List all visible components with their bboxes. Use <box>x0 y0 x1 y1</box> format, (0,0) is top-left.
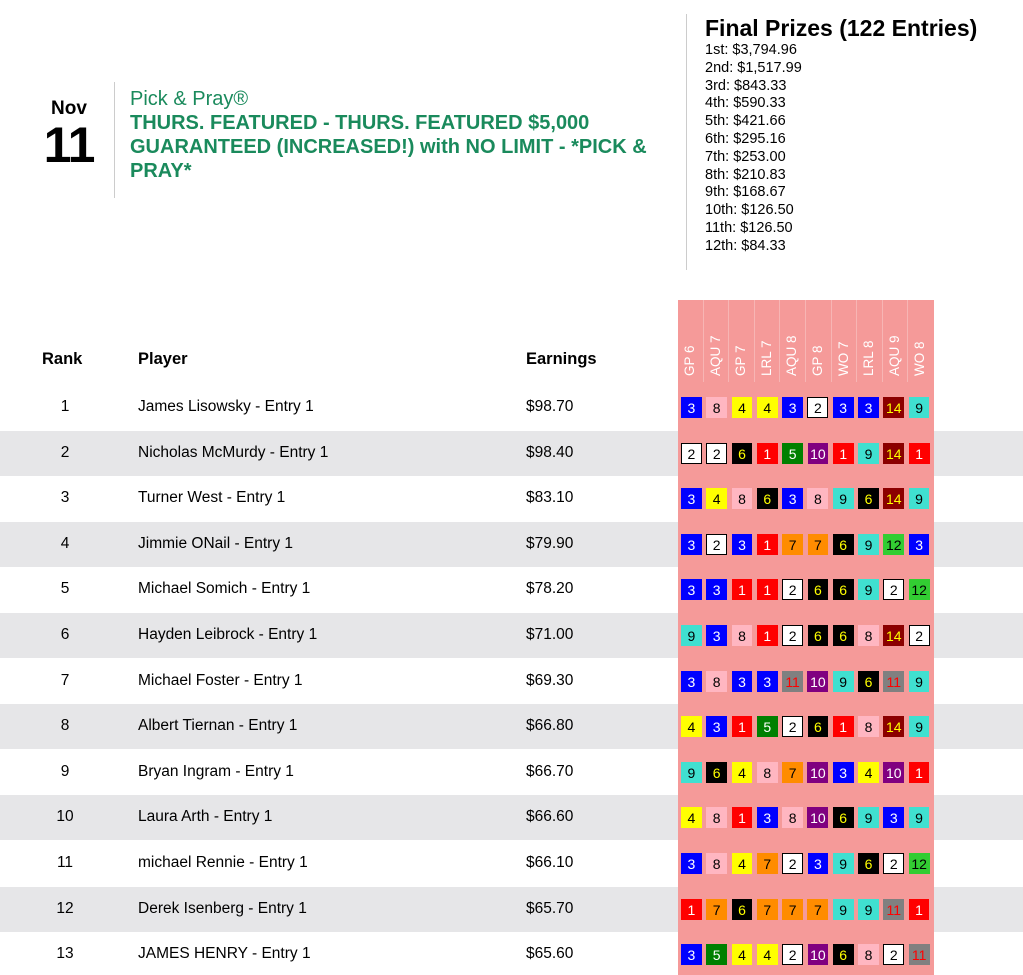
prize-item: 7th: $253.00 <box>705 148 786 165</box>
race-label: AQU 8 <box>784 335 800 376</box>
earnings-cell: $83.10 <box>526 489 574 506</box>
pick-badge: 3 <box>883 807 904 828</box>
divider <box>686 14 687 270</box>
rank-cell: 1 <box>60 398 70 415</box>
pick-badge: 3 <box>706 716 727 737</box>
earnings-cell: $69.30 <box>526 672 574 689</box>
pick-badge: 6 <box>833 807 854 828</box>
pick-badge: 10 <box>807 807 828 828</box>
pick-badge: 4 <box>732 853 753 874</box>
rank-cell: 12 <box>56 900 74 917</box>
pick-badge: 1 <box>681 899 702 920</box>
pick-badge: 4 <box>732 944 753 965</box>
race-header <box>883 300 909 382</box>
pick-badge: 4 <box>757 944 778 965</box>
pick-badge: 7 <box>706 899 727 920</box>
pick-badge: 9 <box>833 853 854 874</box>
race-label: GP 8 <box>809 345 825 376</box>
pick-badge: 4 <box>732 762 753 783</box>
rank-cell: 8 <box>60 717 70 734</box>
pick-badge: 10 <box>883 762 904 783</box>
pick-badge: 6 <box>833 579 854 600</box>
prize-item: 2nd: $1,517.99 <box>705 59 802 76</box>
pick-badge: 10 <box>808 944 829 965</box>
prize-item: 5th: $421.66 <box>705 113 786 130</box>
pick-badge: 1 <box>757 579 778 600</box>
player-name: Jimmie ONail - Entry 1 <box>138 535 294 552</box>
race-label: AQU 9 <box>886 335 902 376</box>
pick-badge: 3 <box>833 762 854 783</box>
prize-item: 8th: $210.83 <box>705 166 786 183</box>
rank-cell: 11 <box>56 854 74 871</box>
race-header <box>678 300 704 382</box>
pick-badge: 11 <box>909 944 930 965</box>
earnings-cell: $78.20 <box>526 580 574 597</box>
rank-cell: 7 <box>60 672 70 689</box>
race-header <box>832 300 858 382</box>
rank-header: Rank <box>42 350 83 368</box>
pick-badge: 6 <box>808 579 829 600</box>
player-name: Albert Tiernan - Entry 1 <box>138 717 298 734</box>
player-name: JAMES HENRY - Entry 1 <box>138 945 311 962</box>
pick-badge: 2 <box>782 944 803 965</box>
picks-cell <box>678 385 934 430</box>
pick-badge: 11 <box>883 899 904 920</box>
pick-badge: 4 <box>681 807 702 828</box>
pick-badge: 1 <box>909 762 930 783</box>
pick-badge: 4 <box>757 397 778 418</box>
pick-badge: 6 <box>858 853 879 874</box>
player-name: Bryan Ingram - Entry 1 <box>138 763 294 780</box>
pick-badge: 1 <box>833 716 854 737</box>
pick-badge: 6 <box>757 488 778 509</box>
picks-cell <box>678 476 934 521</box>
player-name: Derek Isenberg - Entry 1 <box>138 900 307 917</box>
pick-badge: 10 <box>807 671 828 692</box>
rank-cell: 6 <box>60 626 70 643</box>
pick-badge: 2 <box>883 579 904 600</box>
pick-badge: 5 <box>782 443 803 464</box>
pick-badge: 11 <box>782 671 803 692</box>
pick-badge: 7 <box>782 534 803 555</box>
prize-item: 10th: $126.50 <box>705 202 794 219</box>
pick-badge: 3 <box>808 853 829 874</box>
prize-item: 4th: $590.33 <box>705 95 786 112</box>
picks-cell <box>678 932 934 975</box>
pick-badge: 9 <box>681 762 702 783</box>
earnings-cell: $98.70 <box>526 398 574 415</box>
pick-badge: 3 <box>782 488 803 509</box>
race-label: GP 6 <box>682 345 697 376</box>
pick-badge: 2 <box>883 853 904 874</box>
pick-badge: 3 <box>681 853 702 874</box>
divider <box>114 82 115 198</box>
table-row[interactable] <box>0 385 1023 430</box>
pick-badge: 9 <box>909 671 930 692</box>
pick-badge: 8 <box>858 625 879 646</box>
pick-badge: 1 <box>757 625 778 646</box>
prize-list <box>705 42 1023 256</box>
pick-badge: 6 <box>833 534 854 555</box>
prize-item: 3rd: $843.33 <box>705 77 787 94</box>
date-day: 11 <box>43 117 95 173</box>
earnings-cell: $66.10 <box>526 854 574 871</box>
table-row[interactable] <box>0 704 1023 749</box>
picks-cell <box>678 841 934 886</box>
table-row[interactable] <box>0 613 1023 658</box>
pick-badge: 6 <box>833 625 854 646</box>
pick-badge: 8 <box>706 397 727 418</box>
contest-brand: Pick & Pray® <box>130 88 249 110</box>
earnings-cell: $71.00 <box>526 626 574 643</box>
pick-badge: 9 <box>833 671 854 692</box>
rank-cell: 3 <box>60 489 70 506</box>
player-name: Turner West - Entry 1 <box>138 489 286 506</box>
pick-badge: 2 <box>706 534 727 555</box>
pick-badge: 6 <box>732 443 753 464</box>
pick-badge: 3 <box>732 671 753 692</box>
pick-badge: 9 <box>833 899 854 920</box>
pick-badge: 9 <box>858 579 879 600</box>
earnings-cell: $79.90 <box>526 535 574 552</box>
pick-badge: 4 <box>681 716 702 737</box>
table-row[interactable] <box>0 795 1023 840</box>
pick-badge: 1 <box>757 534 778 555</box>
picks-cell <box>678 522 934 567</box>
pick-badge: 2 <box>909 625 930 646</box>
player-name: Michael Somich - Entry 1 <box>138 580 311 597</box>
pick-badge: 14 <box>883 716 904 737</box>
race-label: WO 8 <box>912 341 928 376</box>
pick-badge: 2 <box>706 443 727 464</box>
picks-cell <box>678 431 934 476</box>
pick-badge: 2 <box>782 579 803 600</box>
earnings-cell: $98.40 <box>526 444 574 461</box>
earnings-cell: $65.60 <box>526 945 574 962</box>
pick-badge: 4 <box>706 488 727 509</box>
rank-cell: 2 <box>60 444 70 461</box>
picks-cell <box>678 567 934 612</box>
pick-badge: 2 <box>782 625 803 646</box>
contest-info <box>130 87 670 183</box>
table-row[interactable] <box>0 567 1023 612</box>
pick-badge: 3 <box>681 397 702 418</box>
prizes-title: Final Prizes (122 Entries) <box>705 15 978 41</box>
player-name: michael Rennie - Entry 1 <box>138 854 308 871</box>
pick-badge: 3 <box>681 944 702 965</box>
pick-badge: 3 <box>681 534 702 555</box>
pick-badge: 1 <box>757 443 778 464</box>
date-month: Nov <box>51 98 87 119</box>
rank-cell: 4 <box>60 535 70 552</box>
pick-badge: 3 <box>909 534 930 555</box>
pick-badge: 2 <box>807 397 828 418</box>
pick-badge: 9 <box>909 397 930 418</box>
pick-badge: 7 <box>807 899 828 920</box>
pick-badge: 14 <box>883 397 904 418</box>
pick-badge: 1 <box>909 443 930 464</box>
pick-badge: 9 <box>833 488 854 509</box>
player-name: James Lisowsky - Entry 1 <box>138 398 314 415</box>
pick-badge: 7 <box>782 899 803 920</box>
picks-cell <box>678 659 934 704</box>
pick-badge: 3 <box>782 397 803 418</box>
pick-badge: 3 <box>757 807 778 828</box>
table-row[interactable] <box>0 431 1023 476</box>
pick-badge: 3 <box>732 534 753 555</box>
pick-badge: 12 <box>883 534 904 555</box>
pick-badge: 8 <box>807 488 828 509</box>
pick-badge: 8 <box>706 807 727 828</box>
race-header <box>908 300 934 382</box>
pick-badge: 12 <box>909 853 930 874</box>
pick-badge: 12 <box>909 579 930 600</box>
race-label: LRL 7 <box>758 340 774 376</box>
picks-cell <box>678 613 934 658</box>
rank-cell: 9 <box>60 763 70 780</box>
table-row[interactable] <box>0 841 1023 886</box>
pick-badge: 6 <box>858 488 879 509</box>
prize-item: 6th: $295.16 <box>705 130 786 147</box>
pick-badge: 8 <box>782 807 803 828</box>
rank-cell: 13 <box>56 945 74 962</box>
pick-badge: 6 <box>858 671 879 692</box>
pick-badge: 1 <box>732 807 753 828</box>
pick-badge: 4 <box>732 397 753 418</box>
pick-badge: 9 <box>858 807 879 828</box>
pick-badge: 8 <box>706 671 727 692</box>
race-label: WO 7 <box>835 341 851 376</box>
player-header: Player <box>138 350 188 368</box>
pick-badge: 6 <box>732 899 753 920</box>
race-header <box>806 300 832 382</box>
contest-name: THURS. FEATURED - THURS. FEATURED $5,000 GUARANTEED (INCREASED!) with NO LIMIT - *PICK & PRAY* <box>130 112 647 182</box>
pick-badge: 7 <box>808 534 829 555</box>
table-row[interactable] <box>0 887 1023 932</box>
pick-badge: 6 <box>808 716 829 737</box>
pick-badge: 1 <box>833 443 854 464</box>
player-name: Laura Arth - Entry 1 <box>138 808 273 825</box>
picks-cell <box>678 887 934 932</box>
earnings-cell: $66.70 <box>526 763 574 780</box>
pick-badge: 3 <box>681 579 702 600</box>
pick-badge: 3 <box>681 671 702 692</box>
pick-badge: 2 <box>883 944 904 965</box>
pick-badge: 9 <box>909 716 930 737</box>
pick-badge: 6 <box>833 944 854 965</box>
race-header <box>780 300 806 382</box>
pick-badge: 1 <box>732 716 753 737</box>
pick-badge: 9 <box>909 807 930 828</box>
pick-badge: 4 <box>858 762 879 783</box>
pick-badge: 10 <box>808 443 829 464</box>
table-row[interactable] <box>0 659 1023 704</box>
earnings-cell: $66.80 <box>526 717 574 734</box>
pick-badge: 3 <box>833 397 854 418</box>
earnings-cell: $66.60 <box>526 808 574 825</box>
pick-badge: 14 <box>883 488 904 509</box>
pick-badge: 9 <box>681 625 702 646</box>
table-row[interactable] <box>0 750 1023 795</box>
pick-badge: 6 <box>808 625 829 646</box>
player-name: Michael Foster - Entry 1 <box>138 672 303 689</box>
pick-badge: 8 <box>858 944 879 965</box>
table-row[interactable] <box>0 476 1023 521</box>
pick-badge: 14 <box>883 625 904 646</box>
pick-badge: 1 <box>732 579 753 600</box>
pick-badge: 3 <box>858 397 879 418</box>
player-name: Nicholas McMurdy - Entry 1 <box>138 444 329 461</box>
pick-badge: 2 <box>782 716 803 737</box>
pick-badge: 6 <box>706 762 727 783</box>
prize-item: 11th: $126.50 <box>705 219 793 236</box>
pick-badge: 8 <box>858 716 879 737</box>
prize-item: 1st: $3,794.96 <box>705 42 797 58</box>
pick-badge: 9 <box>858 443 879 464</box>
earnings-cell: $65.70 <box>526 900 574 917</box>
prize-item: 9th: $168.67 <box>705 184 786 201</box>
race-header <box>704 300 730 382</box>
pick-badge: 8 <box>732 625 753 646</box>
pick-badge: 3 <box>706 625 727 646</box>
race-label: LRL 8 <box>861 340 877 376</box>
prize-item: 12th: $84.33 <box>705 237 786 254</box>
pick-badge: 3 <box>757 671 778 692</box>
race-label: GP 7 <box>733 345 749 376</box>
race-header <box>755 300 781 382</box>
rank-cell: 5 <box>60 580 70 597</box>
pick-badge: 8 <box>757 762 778 783</box>
player-name: Hayden Leibrock - Entry 1 <box>138 626 318 643</box>
pick-badge: 8 <box>732 488 753 509</box>
earnings-header: Earnings <box>526 350 597 368</box>
pick-badge: 3 <box>681 488 702 509</box>
picks-cell <box>678 704 934 749</box>
pick-badge: 11 <box>883 671 904 692</box>
race-label: AQU 7 <box>707 335 723 376</box>
table-row[interactable] <box>0 932 1023 975</box>
pick-badge: 5 <box>757 716 778 737</box>
table-row[interactable] <box>0 522 1023 567</box>
picks-cell <box>678 795 934 840</box>
pick-badge: 2 <box>782 853 803 874</box>
pick-badge: 10 <box>807 762 828 783</box>
contest-date <box>38 98 100 173</box>
pick-badge: 3 <box>706 579 727 600</box>
picks-cell <box>678 750 934 795</box>
pick-badge: 7 <box>757 853 778 874</box>
rank-cell: 10 <box>56 808 74 825</box>
race-headers <box>678 300 934 382</box>
pick-badge: 9 <box>909 488 930 509</box>
pick-badge: 7 <box>782 762 803 783</box>
race-header <box>857 300 883 382</box>
pick-badge: 7 <box>757 899 778 920</box>
prizes-panel <box>705 14 1023 256</box>
pick-badge: 9 <box>858 534 879 555</box>
pick-badge: 5 <box>706 944 727 965</box>
pick-badge: 2 <box>681 443 702 464</box>
race-header <box>729 300 755 382</box>
pick-badge: 1 <box>909 899 930 920</box>
pick-badge: 14 <box>883 443 904 464</box>
pick-badge: 9 <box>858 899 879 920</box>
pick-badge: 8 <box>706 853 727 874</box>
